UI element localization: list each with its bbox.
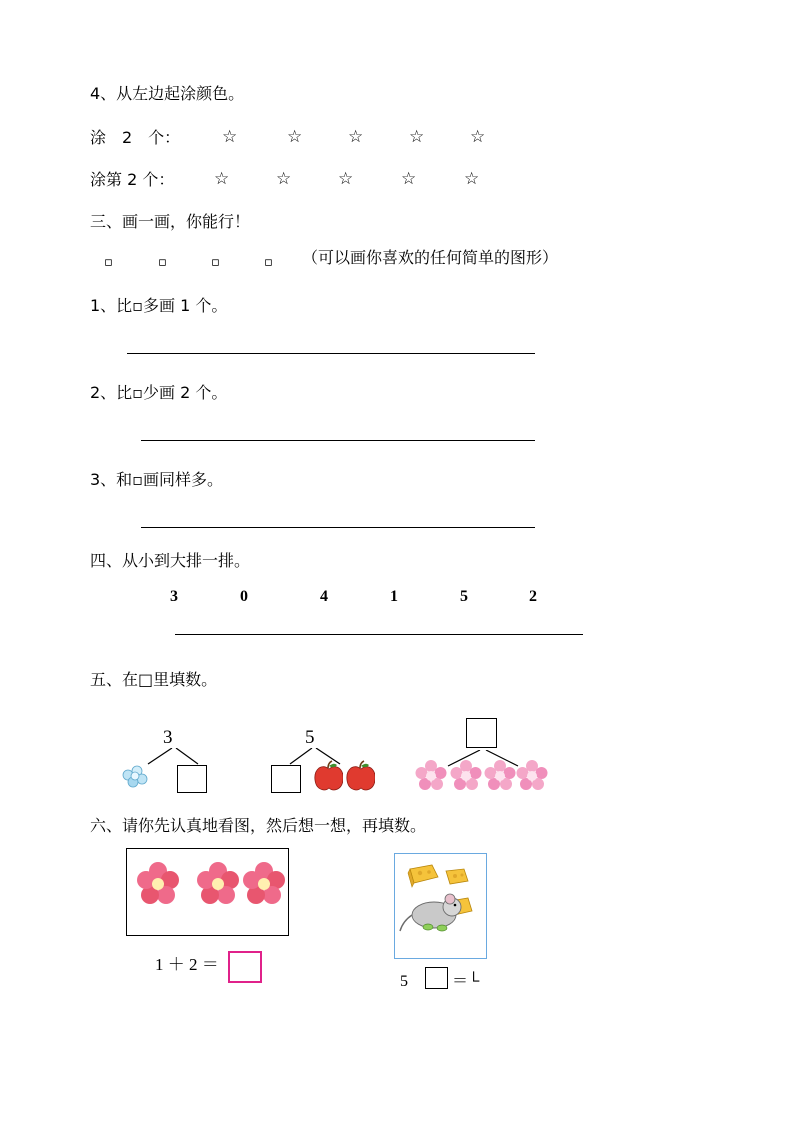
section-five-heading: 五、在□里填数。 (90, 670, 218, 689)
pink-flower-icon (415, 760, 447, 792)
q3-item-3-label: 3、和▫画同样多。 (90, 470, 224, 489)
star-icon: ☆ (222, 127, 238, 147)
q3-item-1-label: 1、比▫多画 1 个。 (90, 296, 228, 315)
star-icon: ☆ (214, 169, 230, 189)
q5-group3-answer-box[interactable] (466, 718, 497, 748)
equation-two-answer-box[interactable] (425, 967, 448, 989)
star-icon: ☆ (470, 127, 486, 147)
draw-note: （可以画你喜欢的任何简单的图形） (302, 248, 559, 267)
section-six-heading: 六、请你先认真地看图，然后想一想，再填数。 (90, 816, 427, 835)
q5-group1-top-number: 3 (163, 727, 173, 748)
blue-flower-icon (117, 762, 153, 792)
pink-flower-icon (484, 760, 516, 792)
answer-rule-2 (141, 440, 535, 441)
star-icon: ☆ (464, 169, 480, 189)
equation-one-answer-box[interactable] (228, 951, 262, 983)
star-icon: ☆ (401, 169, 417, 189)
square-shape-icon: ▫ (211, 255, 220, 270)
order-number: 2 (529, 588, 537, 605)
order-number: 5 (460, 588, 468, 605)
star-icon: ☆ (338, 169, 354, 189)
answer-rule-4 (175, 634, 583, 635)
paint-second-label: 涂第 2 个： (90, 170, 175, 189)
order-number: 1 (390, 588, 398, 605)
red-flower-icon (194, 860, 242, 908)
pink-flower-icon (450, 760, 482, 792)
red-flower-icon (134, 860, 182, 908)
question-4-heading: 4、从左边起涂颜色。 (90, 84, 245, 103)
apple-icon (345, 760, 375, 792)
answer-rule-3 (141, 527, 535, 528)
square-shape-icon: ▫ (158, 255, 167, 270)
star-icon: ☆ (348, 127, 364, 147)
order-number: 3 (170, 588, 178, 605)
equation-two-suffix: ＝└ (452, 973, 480, 990)
star-icon: ☆ (409, 127, 425, 147)
q5-group2-answer-box[interactable] (271, 765, 301, 793)
answer-rule-1 (127, 353, 535, 354)
square-shape-icon: ▫ (264, 255, 273, 270)
apple-icon (313, 760, 343, 792)
order-number: 4 (320, 588, 328, 605)
equation-one-text: 1 ＋ 2 ＝ (155, 955, 219, 974)
q5-group1-answer-box[interactable] (177, 765, 207, 793)
red-flower-icon (240, 860, 288, 908)
section-three-heading: 三、画一画，你能行！ (90, 212, 251, 231)
order-number: 0 (240, 588, 248, 605)
equation-two-prefix: 5 (400, 973, 408, 990)
star-icon: ☆ (276, 169, 292, 189)
section-four-heading: 四、从小到大排一排。 (90, 551, 251, 570)
star-icon: ☆ (287, 127, 303, 147)
q3-item-2-label: 2、比▫少画 2 个。 (90, 383, 228, 402)
q5-group2-top-number: 5 (305, 727, 315, 748)
paint-two-label: 涂 2 个： (90, 128, 181, 147)
mouse-and-cheese-image (398, 857, 483, 955)
pink-flower-icon (516, 760, 548, 792)
square-shape-icon: ▫ (104, 255, 113, 270)
